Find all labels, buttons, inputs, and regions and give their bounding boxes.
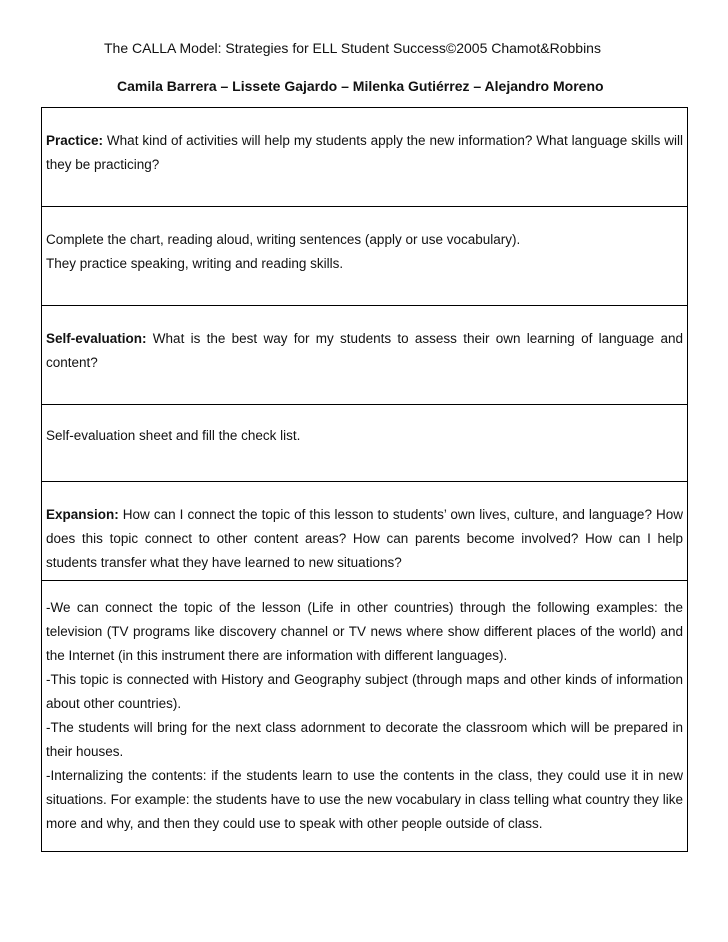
expansion-answer-row bbox=[42, 581, 688, 852]
expansion-label: Expansion: bbox=[46, 507, 119, 522]
self-evaluation-question: What is the best way for my students to assess their own learning of language and content? bbox=[46, 331, 683, 370]
expansion-question-cell bbox=[42, 482, 688, 581]
practice-question: What kind of activities will help my students apply the new information? What language skills will they be practicing? bbox=[46, 133, 683, 172]
author-list: Camila Barrera – Lissete Gajardo – Milenka Gutiérrez – Alejandro Moreno bbox=[117, 78, 604, 94]
practice-answer-line: Complete the chart, reading aloud, writing sentences (apply or use vocabulary). bbox=[46, 232, 521, 247]
expansion-answer-paragraph: -We can connect the topic of the lesson (Life in other countries) through the following examples: the television (TV programs like discovery channel or TV news where show different places of the world) and the Internet (in this instrument there are information with different languages). bbox=[46, 600, 683, 663]
expansion-answer-paragraph: -This topic is connected with History and Geography subject (through maps and other kinds of information about other countries). bbox=[46, 672, 683, 711]
practice-label: Practice: bbox=[46, 133, 104, 148]
practice-answer-cell bbox=[42, 207, 688, 306]
expansion-answer-cell bbox=[42, 581, 688, 852]
practice-answer-line: They practice speaking, writing and reading skills. bbox=[46, 256, 344, 271]
self-evaluation-answer-cell bbox=[42, 405, 688, 482]
expansion-question-row bbox=[42, 482, 688, 581]
practice-question-cell bbox=[42, 108, 688, 207]
practice-question-row bbox=[42, 108, 688, 207]
self-evaluation-label: Self-evaluation: bbox=[46, 331, 147, 346]
self-evaluation-question-cell bbox=[42, 306, 688, 405]
practice-answer-row bbox=[42, 207, 688, 306]
document-title: The CALLA Model: Strategies for ELL Student Success©2005 Chamot&Robbins bbox=[104, 40, 601, 56]
lesson-plan-table bbox=[41, 107, 688, 852]
expansion-question: How can I connect the topic of this lesson to students’ own lives, culture, and language? How does this topic connect to other content areas? How can parents become involved? How can I help students transfer what they have learned to new situations? bbox=[46, 507, 683, 570]
expansion-answer-paragraph: -Internalizing the contents: if the students learn to use the contents in the class, they could use it in new situations. For example: the students have to use the new vocabulary in class telling what country they like more and why, and then they could use to speak with other people outside of class. bbox=[46, 768, 683, 831]
self-evaluation-question-row bbox=[42, 306, 688, 405]
self-evaluation-answer-line: Self-evaluation sheet and fill the check list. bbox=[46, 428, 301, 443]
self-evaluation-answer-row bbox=[42, 405, 688, 482]
expansion-answer-paragraph: -The students will bring for the next class adornment to decorate the classroom which will be prepared in their houses. bbox=[46, 720, 683, 759]
